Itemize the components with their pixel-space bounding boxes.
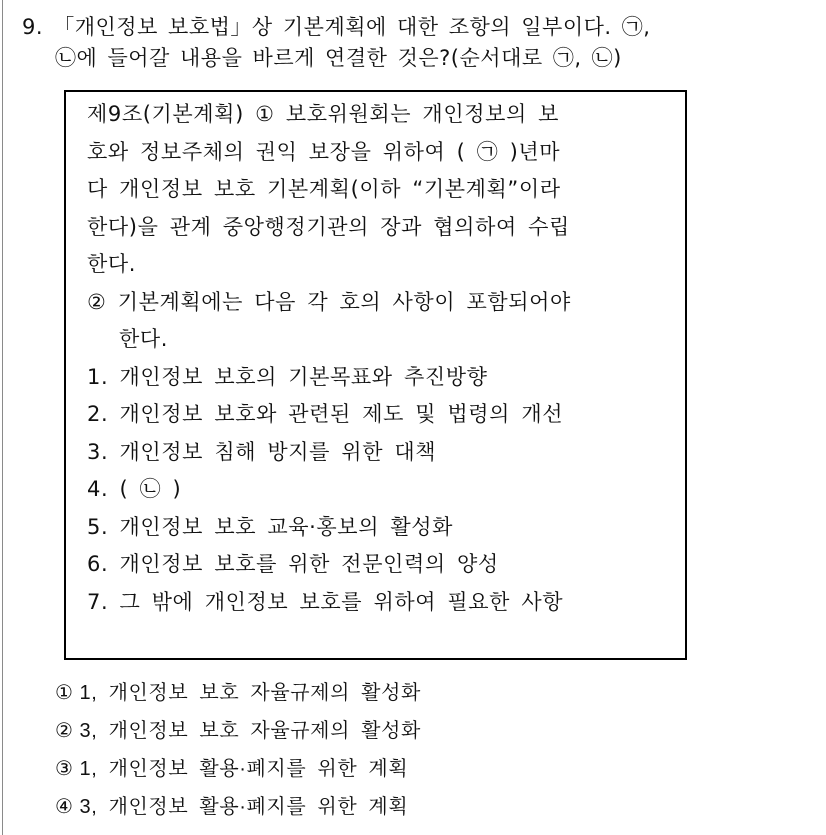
law-line: 호와 정보주체의 권익 보장을 위하여 ( ㉠ )년마 <box>87 139 561 164</box>
question-text-1: 「개인정보 보호법」상 기본계획에 대한 조항의 일부이다. ㉠, <box>53 15 651 39</box>
option-text: 3, 개인정보 보호 자율규제의 활성화 <box>79 720 421 742</box>
question-number: 9. <box>22 15 44 39</box>
law-item: 5. 개인정보 보호 교육·홍보의 활성화 <box>87 514 454 539</box>
option-text: 1, 개인정보 활용·폐지를 위한 계획 <box>79 758 409 780</box>
law-item: 1. 개인정보 보호의 기본목표와 추진방향 <box>87 364 488 389</box>
law-item: 3. 개인정보 침해 방지를 위한 대책 <box>87 439 437 464</box>
law-line: 한다)을 관계 중앙행정기관의 장과 협의하여 수립 <box>87 214 570 239</box>
law-line: 한다. <box>119 327 169 351</box>
law-line: 제9조(기본계획) ① 보호위원회는 개인정보의 보 <box>87 102 560 126</box>
option-text: 3, 개인정보 활용·폐지를 위한 계획 <box>79 796 409 818</box>
law-line: 한다. <box>87 252 137 276</box>
answer-option-4[interactable] <box>55 788 421 826</box>
question-stem <box>22 12 812 74</box>
option-marker: ④ <box>55 796 74 818</box>
answer-option-1[interactable] <box>55 674 421 712</box>
option-marker: ① <box>55 682 74 704</box>
law-item: 7. 그 밖에 개인정보 보호를 위하여 필요한 사항 <box>87 589 564 614</box>
answer-options <box>55 674 421 826</box>
option-marker: ③ <box>55 758 74 780</box>
option-marker: ② <box>55 720 74 742</box>
question-line-1 <box>22 12 812 43</box>
answer-option-2[interactable] <box>55 712 421 750</box>
law-line: 다 개인정보 보호 기본계획(이하 “기본계획”이라 <box>87 177 561 201</box>
law-item: 2. 개인정보 보호와 관련된 제도 및 법령의 개선 <box>87 402 564 426</box>
law-item-blank: 4. ( ㉡ ) <box>87 477 182 501</box>
option-text: 1, 개인정보 보호 자율규제의 활성화 <box>79 682 421 704</box>
question-line-2: ㉡에 들어갈 내용을 바르게 연결한 것은?(순서대로 ㉠, ㉡) <box>55 46 622 70</box>
law-excerpt-box <box>64 90 687 660</box>
page-left-border <box>2 0 3 835</box>
law-item: 6. 개인정보 보호를 위한 전문인력의 양성 <box>87 552 499 576</box>
answer-option-3[interactable] <box>55 750 421 788</box>
law-line: ② 기본계획에는 다음 각 호의 사항이 포함되어야 <box>87 289 571 314</box>
